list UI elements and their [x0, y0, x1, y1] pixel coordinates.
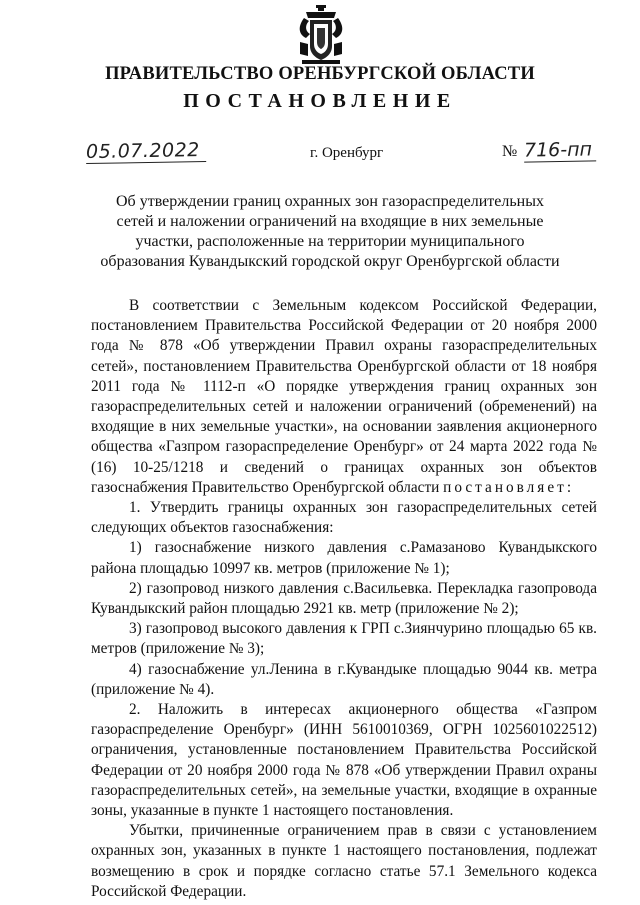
- document-title: Об утверждении границ охранных зон газораспределительных сетей и наложении ограничений на входящие в них земельные участки, расположенные на территории муниципального образования Кувандыкский городской округ Оренбургской области: [100, 193, 560, 270]
- paragraph-losses: Убытки, причиненные ограничением прав в связи с установлением охранных зон, указанных в пункте 1 настоящего постановления, подлежат возмещению в срок и порядке согласно статье 57.1 Земельного кодекса Российской Федерации.: [91, 822, 597, 900]
- document-date: 05.07.2022: [86, 139, 206, 164]
- paragraph-subitem-1: 1) газоснабжение низкого давления с.Рамазаново Кувандыкского района площадью 10997 кв. метров (приложение № 1);: [91, 539, 597, 577]
- coat-of-arms-icon: [296, 4, 346, 66]
- document-type: ПОСТАНОВЛЕНИЕ: [183, 90, 457, 112]
- government-name: ПРАВИТЕЛЬСТВО ОРЕНБУРГСКОЙ ОБЛАСТИ: [105, 64, 535, 84]
- paragraph-item-1: 1. Утвердить границы охранных зон газораспределительных сетей следующих объектов газоснабжения:: [91, 499, 597, 537]
- document-city: г. Оренбург: [310, 145, 384, 161]
- paragraph-subitem-4: 4) газоснабжение ул.Ленина в г.Кувандыке площадью 9044 кв. метра (приложение № 4).: [91, 660, 597, 698]
- decree-word: постановляет:: [443, 478, 575, 496]
- paragraph-subitem-3: 3) газопровод высокого давления к ГРП с.Зиянчурино площадью 65 кв. метров (приложение № 3);: [91, 620, 597, 658]
- paragraph-subitem-2: 2) газопровод низкого давления с.Васильевка. Перекладка газопровода Кувандыкский район площадью 2921 кв. метр (приложение № 2);: [91, 579, 597, 618]
- paragraph-item-2: 2. Наложить в интересах акционерного общества «Газпром газораспределение Оренбург» (ИНН 5610010369, ОГРН 1025601022512) ограничения, установленные постановлением Правительства Российской Федерации от 20 ноября 2000 года № 878 «Об утверждении Правил охраны газораспределительных сетей», на земельные участки, входящие в охранные зоны, указанные в пункте 1 настоящего постановления.: [91, 701, 597, 820]
- number-label: №: [502, 143, 518, 160]
- paragraph-preamble: [91, 296, 597, 498]
- preamble-text: В соответствии с Земельным кодексом Российской Федерации, постановлением Правительства Российской Федерации от 20 ноября 2000 года № 878 «Об утверждении Правил охраны газораспределительных сетей», постановлением Правительства Оренбургской области от 18 ноября 2011 года № 1112-п «О порядке утверждения границ охранных зон газораспределительных сетей и наложении ограничений (обременений) на входящие в них земельные участки», на основании заявления акционерного общества «Газпром газораспределение Оренбург» от 24 марта 2022 года № (16) 10-25/1218 и сведений о границах охранных зон объектов газоснабжения Правительство Оренбургской области: [91, 297, 597, 496]
- document-body: [91, 296, 597, 902]
- document-number: 716-пп: [524, 138, 596, 162]
